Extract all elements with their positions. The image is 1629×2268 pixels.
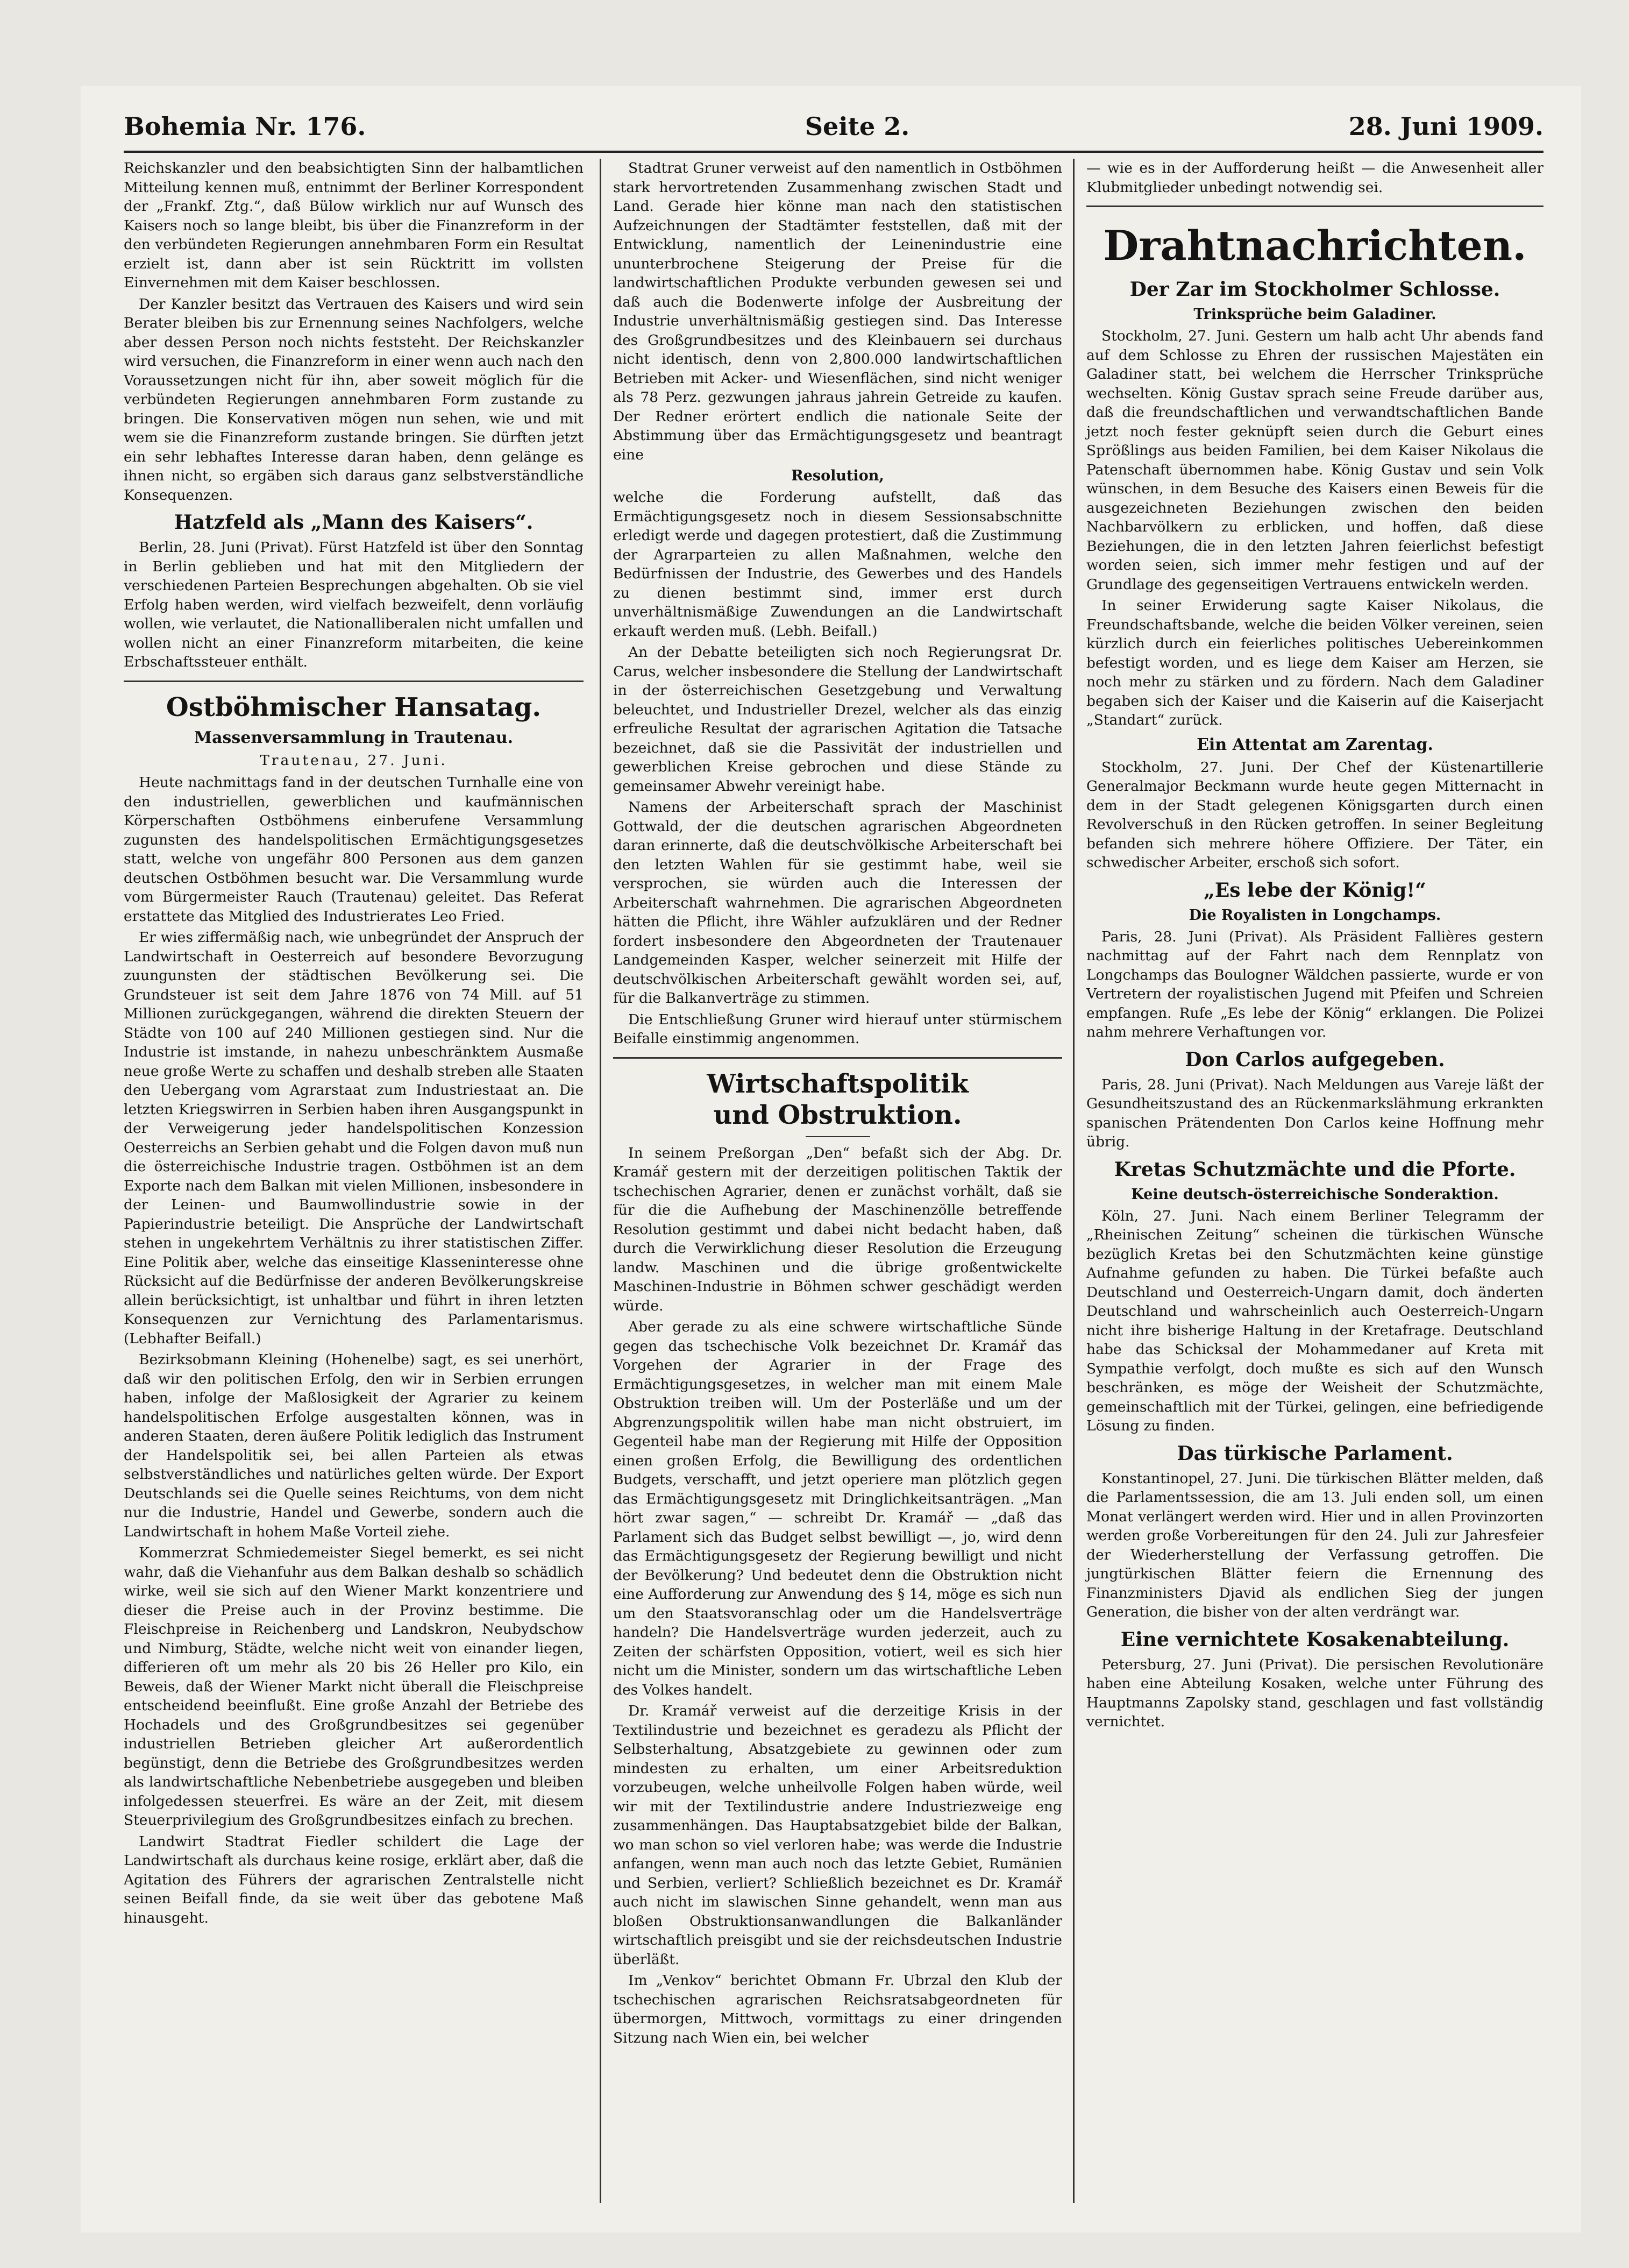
article-paragraph: Paris, 28. Juni (Privat). Nach Meldungen aus Vareje läßt der Gesundheitszustand des an Rückenmarkslähmung erkrankten spanischen Prätendenten Don Carlos keine Hoffnung mehr übrig. (1086, 1076, 1543, 1150)
section-headline: Drahtnachrichten. (1103, 222, 1527, 270)
article-paragraph: Reichskanzler und den beabsichtigten Sinn der halbamtlichen Mitteilung kennen muß, entnimmt der Berliner Korrespondent der „Frankf. Ztg.“, daß Bülow wirklich nur auf Wunsch des Kaisers noch so lange bleibt, bis über die Finanzreform in der den verbündeten Regierungen annehmbaren Form ein Resultat erzielt ist, dann aber ist sein Rücktritt im vollsten Einvernehmen mit dem Kaiser beschlossen. (124, 160, 584, 291)
article-paragraph: Im „Venkov“ berichtet Obmann Fr. Ubrzal den Klub der tschechischen agrarischen Reichsratsabgeordneten für übermorgen, Mittwoch, vormittags zu einer dringenden Sitzung nach Wien ein, bei welcher (613, 1972, 1062, 2046)
article-paragraph: Die Entschließung Gruner wird hierauf unter stürmischem Beifalle einstimmig angenommen. (613, 1011, 1062, 1047)
column-1 (124, 159, 584, 2203)
article-paragraph: Der Kanzler besitzt das Vertrauen des Kaisers und wird sein Berater bleiben bis zur Ernennung seines Nachfolgers, welche aber dessen Person noch nichts feststeht. Der Reichskanzler wird versuchen, die Finanzreform in einer wenn auch nach den Voraussetzungen nicht für ihn, aber soweit möglich für die verbündeten Regierungen annehmbaren Form zustande zu bringen. Die Konservativen mögen nun sehen, wie und mit wem sie die Finanzreform zustande bringen. Sie dürften jetzt ein sehr lebhaftes Interesse daran haben, denn gelänge es ihnen nicht, so ergäben sich daraus ganz selbstverständliche Konsequenzen. (124, 295, 584, 504)
masthead-issue: Bohemia Nr. 176. (124, 112, 366, 141)
article-paragraph: Dr. Kramář verweist auf die derzeitige Krisis in der Textilindustrie und bezeichnet es geradezu als Pflicht der Selbsterhaltung, Absatzgebiete zu gewinnen oder zum mindesten zu erhalten, um einer Arbeitsreduktion vorzubeugen, welche unheilvolle Folgen haben würde, weil wir mit der Textilindustrie andere Industriezweige eng zusammenhängen. Das Hauptabsatzgebiet bilde der Balkan, wo man schon so viel verloren habe; was werde die Industrie anfangen, wenn man auch noch das letzte Gebiet, Rumänien und Serbien, verliert? Schließlich bezeichnet es Dr. Kramář auch nicht im slawischen Sinne gehandelt, wenn man aus bloßen Obstruktionsanwandlungen die Balkanländer wirtschaftlich preisgibt und sie der reichsdeutschen Industrie überläßt. (613, 1703, 1062, 1968)
article-headline: Hatzfeld als „Mann des Kaisers“. (174, 511, 533, 534)
article-paragraph: In seiner Erwiderung sagte Kaiser Nikolaus, die Freundschaftsbande, welche die beiden Völker vereinen, seien kürzlich durch ein feierliches politisches Uebereinkommen befestigt worden, und es liege dem Kaiser am Herzen, sie noch mehr zu stärken und zu fördern. Nach dem Galadiner begaben sich der Kaiser und die Kaiserin auf die Kaiserjacht „Standart“ zurück. (1086, 597, 1543, 728)
dateline: Trautenau, 27. Juni. (260, 752, 447, 769)
article-paragraph: Petersburg, 27. Juni (Privat). Die persischen Revolutionäre haben eine Abteilung Kosaken, welche unter Führung des Hauptmanns Zapolsky stand, geschlagen und fast vollständig vernichtet. (1086, 1656, 1543, 1730)
column-2 (600, 159, 1062, 2203)
article-headline: Don Carlos aufgegeben. (1185, 1048, 1445, 1071)
article-subheadline: Keine deutsch-österreichische Sonderaktion. (1131, 1186, 1499, 1203)
column-3 (1073, 159, 1543, 2203)
article-headline: Ein Attentat am Zarentag. (1197, 735, 1433, 754)
page-number: Seite 2. (805, 112, 910, 141)
article-paragraph: Er wies ziffermäßig nach, wie unbegründet der Anspruch der Landwirtschaft in Oesterreich auf besondere Bevorzugung zuungunsten der städtischen Bevölkerung sei. Die Grundsteuer ist seit dem Jahre 1876 von 74 Mill. auf 51 Millionen zurückgegangen, während die direkten Steuern der Städte von 100 auf 240 Millionen gestiegen sind. Nur die Industrie ist imstande, in nahezu unbeschränktem Ausmaße neue große Werte zu schaffen und deshalb streben alle Staaten den Uebergang vom Agrarstaat zum Industriestaat an. Die letzten Kriegswirren in Serbien haben ihren Ausgangspunkt in der Verweigerung jeder handelspolitischen Konzession Oesterreichs an Serbien gehabt und die Folgen davon muß nun die österreichische Industrie tragen. Ostböhmen ist an dem Exporte nach dem Balkan mit vielen Millionen, insbesondere in der Leinen- und Baumwollindustrie sowie in der Papierindustrie beteiligt. Die Ansprüche der Landwirtschaft stehen in ungekehrtem Verhältnis zu ihrer statistischen Ziffer. Eine Politik aber, welche das einseitige Klasseninteresse ohne Rücksicht auf die Bedürfnisse der anderen Bevölkerungskreise allein berücksichtigt, ist unhaltbar und führt in ihren letzten Konsequenzen zur Vernichtung des Parlamentarismus. (Lebhafter Beifall.) (124, 929, 584, 1347)
article-subheadline: Die Royalisten in Longchamps. (1189, 906, 1441, 924)
page-header (124, 102, 1543, 153)
article-paragraph: Konstantinopel, 27. Juni. Die türkischen Blätter melden, daß die Parlamentssession, die am 13. Juli enden soll, um einen Monat verlängert werden wird. Hier und in allen Provinzorten werden große Vorbereitungen für den 24. Juli zur Jahresfeier der Wiederherstellung der Verfassung getroffen. Die jungtürkischen Blätter feiern die Ernennung des Finanzministers Djavid als endlichen Sieg der jungen Generation, die bisher von der alten verdrängt war. (1086, 1470, 1543, 1620)
article-headline: Kretas Schutzmächte und die Pforte. (1114, 1158, 1516, 1181)
article-paragraph: Namens der Arbeiterschaft sprach der Maschinist Gottwald, der die deutschen agrarischen Abgeordneten daran erinnerte, daß die deutschvölkische Arbeiterschaft bei den letzten Wahlen für sie gestimmt habe, weil sie versprochen, sie würden auch die Interessen der Arbeiterschaft wahrnehmen. Die agrarischen Abgeordneten hätten die Pflicht, ihre Wähler aufzuklären und der Redner fordert insbesondere den Abgeordneten der Trautenauer Landgemeinden Kasper, welcher seinerzeit mit Hilfe der deutschvölkischen Arbeiterschaft gewählt worden sei, auf, für die Balkanverträge zu stimmen. (613, 799, 1062, 1007)
article-subheadline: Trinksprüche beim Galadiner. (1193, 306, 1436, 323)
article-paragraph: Paris, 28. Juni (Privat). Als Präsident Fallières gestern nachmittag auf der Fahrt nach dem Rennplatz von Longchamps das Boulogner Wäldchen passierte, wurde er von Vertretern der royalistischen Jugend mit Pfeifen und Schreien empfangen. Rufe „Es lebe der König“ erklangen. Die Polizei nahm mehrere Verhaftungen vor. (1086, 928, 1543, 1040)
article-headline-line2: und Obstruktion. (713, 1100, 962, 1130)
article-paragraph: Bezirksobmann Kleining (Hohenelbe) sagt, es sei unerhört, daß wir den politischen Erfolg, den wir in Serbien errungen haben, infolge der Maßlosigkeit der Agrarier zu keinem handelspolitischen Erfolge ausgestalten können, was in anderen Staaten, deren äußere Politik lediglich das Instrument der Handelspolitik sei, bei allen Parteien als etwas selbstverständliches und natürliches gelten würde. Der Export Deutschlands sei die Quelle seines Reichtums, von dem nicht nur die Industrie, Handel und Gewerbe, sondern auch die Landwirtschaft in hohem Maße Vorteil ziehe. (124, 1351, 584, 1540)
article-headline: Das türkische Parlament. (1177, 1442, 1453, 1465)
article-paragraph: welche die Forderung aufstellt, daß das Ermächtigungsgesetz noch in diesem Sessionsabschnitte erledigt werde und dagegen protestiert, daß die Zustimmung der Agrarparteien zu allen Maßnahmen, welche den Bedürfnissen der Industrie, des Gewerbes und des Handels zu dienen bestimmt sind, immer erst durch unverhältnismäßige Zuwendungen an die Landwirtschaft erkauft werden muß. (Lebh. Beifall.) (613, 489, 1062, 640)
article-paragraph: — wie es in der Aufforderung heißt — die Anwesenheit aller Klubmitglieder unbedingt notwendig sei. (1086, 160, 1543, 196)
article-paragraph: An der Debatte beteiligten sich noch Regierungsrat Dr. Carus, welcher insbesondere die Stellung der Landwirtschaft in der österreichischen Gesetzgebung und Verwaltung beleuchtet, und Industrieller Drezel, welcher als das einzig erfreuliche Resultat der agrarischen Agitation die Tatsache bezeichnet, daß sie die Passivität der industriellen und gewerblichen Kreise gebrochen und diese Stände zu gemeinsamer Abwehr vereinigt habe. (613, 644, 1062, 795)
article-headline: Ostböhmischer Hansatag. (166, 692, 542, 722)
article-paragraph: Aber gerade zu als eine schwere wirtschaftliche Sünde gegen das tschechische Volk bezeichnet Dr. Kramář das Vorgehen der Agrarier in der Frage des Ermächtigungsgesetzes, in welcher man mit einem Male Obstruktion treiben will. Um der Posterläße und um der Abgrenzungspolitik willen habe man nicht obstruiert, im Gegenteil habe man der Regierung mit Hilfe der Opposition einen großen Erfolg, die Bewilligung des ordentlichen Budgets, verschafft, und jetzt operiere man plötzlich gegen das Ermächtigungsgesetz mit Dringlichkeitsanträgen. „Man hört zwar sagen,“ — schreibt Dr. Kramář — „daß das Parlament sich das Budget selbst bewilligt —, jo, wird denn das Ermächtigungsgesetz der Regierung bewilligt und nicht der Bevölkerung? Und bedeutet denn die Obstruktion nicht eine Aufforderung zur Anwendung des § 14, möge es sich nun um den Staatsvoranschlag oder um die Handelsverträge handeln? Die Handelsverträge wurden jederzeit, auch zu Zeiten der schärfsten Opposition, votiert, weil es sich hier nicht um die Minister, sondern um das wirtschaftliche Leben des Volkes handelt. (613, 1319, 1062, 1698)
article-headline: „Es lebe der König!“ (1204, 878, 1426, 902)
article-paragraph: Stockholm, 27. Juni. Gestern um halb acht Uhr abends fand auf dem Schlosse zu Ehren der russischen Majestäten ein Galadiner statt, bei welchem die Herrscher Trinksprüche wechselten. König Gustav sprach seine Freude darüber aus, daß die freundschaftlichen und verwandtschaftlichen Bande jetzt noch fester geknüpft seien durch die Geburt eines Sprößlings aus beiden Familien, bei dem Kaiser Nikolaus die Patenschaft übernommen habe. König Gustav und sein Volk wünschen, in dem Besuche des Kaisers einen Beweis für die ausgezeichneten Beziehungen zwischen den beiden Nachbarvölkern zu erblicken, und hoffen, daß diese Beziehungen, die in den letzten Jahren feierlichst befestigt worden seien, sich immer mehr festigen und auf der Grundlage des gegenseitigen Vertrauens entwickeln werden. (1086, 328, 1543, 593)
column-divider (124, 681, 584, 682)
issue-date: 28. Juni 1909. (1348, 112, 1543, 141)
newspaper-page (81, 86, 1581, 2232)
headline-rule (806, 1136, 870, 1137)
article-paragraph: Stockholm, 27. Juni. Der Chef der Küstenartillerie Generalmajor Beckmann wurde heute gegen Mitternacht in dem in der Stadt gelegenen Königsgarten durch einen Revolverschuß in den Rücken getroffen. In seiner Begleitung befanden sich mehrere höhere Offiziere. Der Täter, ein schwedischer Arbeiter, erschoß sich sofort. (1086, 759, 1543, 871)
article-headline: Eine vernichtete Kosakenabteilung. (1120, 1628, 1510, 1651)
article-paragraph: Kommerzrat Schmiedemeister Siegel bemerkt, es sei nicht wahr, daß die Viehanfuhr aus dem Balkan deshalb so schädlich wirke, weil sie sich auf den Wiener Markt konzentriere und dieser die Preise auch in der Provinz bestimme. Die Fleischpreise in Reichenberg und Landskron, Neubydschow und Nimburg, Städte, welche nicht weit von einander liegen, differieren oft um mehr als 20 bis 26 Heller pro Kilo, ein Beweis, daß der Wiener Markt nicht überall die Fleischpreise entscheidend beeinflußt. Eine große Anzahl der Betriebe des Hochadels und des Großgrundbesitzes sei gegenüber industriellen Betrieben gleicher Art außerordentlich begünstigt, denn die Betriebe des Großgrundbesitzes werden als landwirtschaftliche Nebenbetriebe ausgegeben und bleiben infolgedessen steuerfrei. Es wäre an der Zeit, mit diesem Steuerprivilegium des Großgrundbesitzes einfach zu brechen. (124, 1544, 584, 1828)
article-paragraph: Stadtrat Gruner verweist auf den namentlich in Ostböhmen stark hervortretenden Zusammenhang zwischen Stadt und Land. Gerade hier könne man nach den statistischen Aufzeichnungen der Stadtämter feststellen, daß mit der Entwicklung, namentlich der Leinenindustrie eine ununterbrochene Steigerung der Preise für die landwirtschaftlichen Produkte verbunden gewesen sei und daß auch die Bodenwerte infolge der Ausbreitung der Industrie unverhältnismäßig gestiegen sind. Das Interesse des Großgrundbesitzes und des Kleinbauern sei durchaus nicht identisch, denn von 2,800.000 landwirtschaftlichen Betrieben mit Acker- und Wiesenflächen, sind nicht weniger als 78 Perz. gezwungen jahraus jahrein Getreide zu kaufen. Der Redner erörtert endlich die nationale Seite der Abstimmung über das Ermächtigungsgesetz und beantragt eine (613, 160, 1062, 463)
article-paragraph: Heute nachmittags fand in der deutschen Turnhalle eine von den industriellen, gewerblichen und kaufmännischen Körperschaften Ostböhmens einberufene Versammlung zugunsten des handelspolitischen Ermächtigungsgesetzes statt, welche von ungefähr 800 Personen aus dem ganzen deutschen Ostböhmen besucht war. Die Versammlung wurde vom Bürgermeister Rauch (Trautenau) geleitet. Das Referat erstattete das Mitglied des Industrierates Leo Fried. (124, 774, 584, 925)
column-divider (1086, 205, 1543, 207)
article-subheadline: Resolution, (791, 467, 884, 484)
article-paragraph: Berlin, 28. Juni (Privat). Fürst Hatzfeld ist über den Sonntag in Berlin geblieben und hat mit den Mitgliedern der verschiedenen Parteien Besprechungen abgehalten. Ob sie viel Erfolg haben werden, wird vielfach bezweifelt, denn vorläufig wollen, wie verlautet, die Nationalliberalen nicht umfallen und wollen nicht an einer Finanzreform mitarbeiten, die keine Erbschaftssteuer enthält. (124, 539, 584, 670)
article-paragraph: Landwirt Stadtrat Fiedler schildert die Lage der Landwirtschaft als durchaus keine rosige, erklärt aber, daß die Agitation des Führers der agrarischen Zentralstelle nicht seinen Beifall finde, da sie weit über das gebotene Maß hinausgeht. (124, 1833, 584, 1926)
article-paragraph: In seinem Preßorgan „Den“ befaßt sich der Abg. Dr. Kramář gestern mit der derzeitigen politischen Taktik der tschechischen Agrarier, denen er zunächst vorhält, daß sie für die die Aufhebung der Maschinenzölle betreffende Resolution gestimmt und dabei nicht bedacht haben, daß durch die Verwirklichung dieser Resolution die Erzeugung landw. Maschinen und die übrige großentwickelte Maschinen-Industrie in Böhmen schwer geschädigt werden würde. (613, 1144, 1062, 1314)
article-headline: Der Zar im Stockholmer Schlosse. (1129, 278, 1500, 301)
article-paragraph: Köln, 27. Juni. Nach einem Berliner Telegramm der „Rheinischen Zeitung“ scheinen die türkischen Wünsche bezüglich Kretas bei den Schutzmächten keine günstige Aufnahme gefunden zu haben. Die Türkei befaßte auch Deutschland und Oesterreich-Ungarn damit, doch änderten Deutschland und wahrscheinlich auch Oesterreich-Ungarn nicht ihre bisherige Haltung in der Kretafrage. Deutschland habe das Schicksal der Mohammedaner auf Kreta mit Sympathie verfolgt, doch mußte es sich auf den Wunsch beschränken, es möge der Weisheit der Schutzmächte, gemeinschaftlich mit der Türkei, gelingen, eine befriedigende Lösung zu finden. (1086, 1207, 1543, 1434)
article-subheadline: Massenversammlung in Trautenau. (194, 728, 514, 747)
column-divider (613, 1057, 1062, 1059)
article-headline: Wirtschaftspolitik (707, 1068, 969, 1099)
